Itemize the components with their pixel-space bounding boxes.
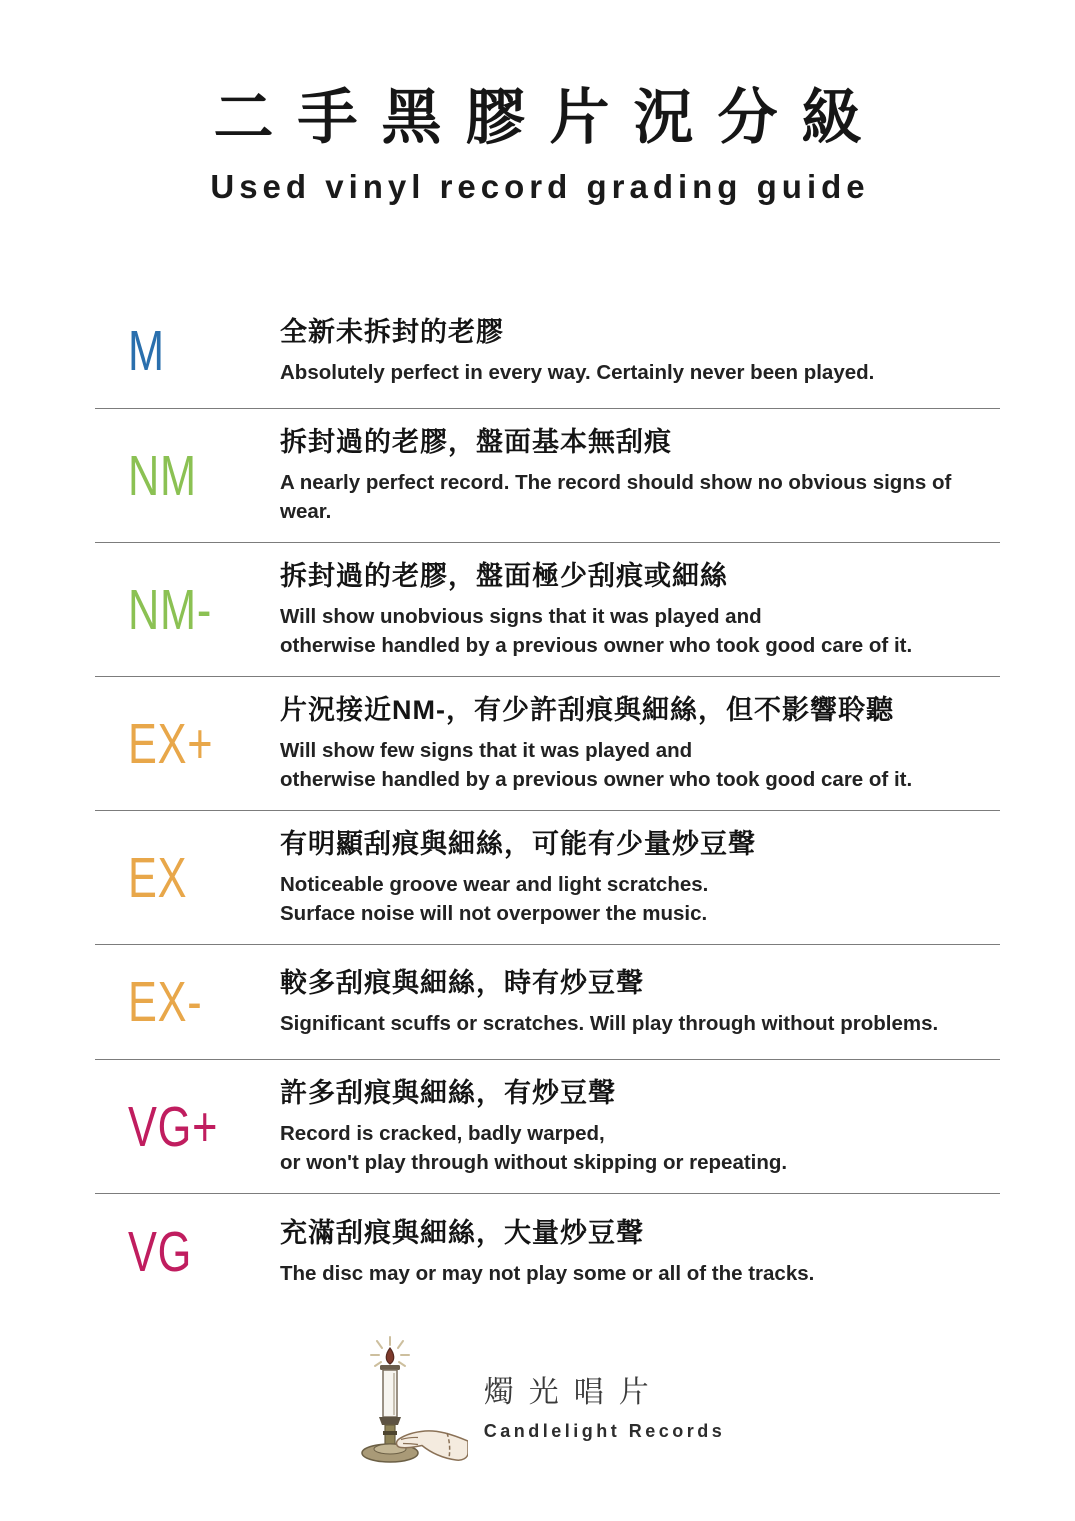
grade-row (95, 677, 1000, 811)
grade-description-line: or won't play through without skipping or repeating. (280, 1151, 788, 1174)
grade-headline-zh: 較多刮痕與細絲，時有炒豆聲 (280, 968, 644, 998)
grade-description-en (280, 1119, 1000, 1177)
grade-headline-zh: 充滿刮痕與細絲，大量炒豆聲 (280, 1217, 644, 1248)
grade-row (95, 1194, 1000, 1309)
grade-headline-zh: 拆封過的老膠，盤面極少刮痕或細絲 (280, 561, 728, 591)
grade-row (95, 543, 1000, 677)
grade-label-column (95, 321, 280, 381)
grade-row (95, 294, 1000, 409)
grade-description-en (280, 1259, 1000, 1288)
grade-label: EX+ (128, 711, 214, 776)
grade-label: VG (128, 1219, 193, 1284)
grade-label-column (95, 845, 280, 910)
grade-description-line: Absolutely perfect in every way. Certainly never been played. (280, 361, 875, 384)
brand-name-en: Candlelight Records (483, 1420, 726, 1441)
grade-description-line: A nearly perfect record. The record should show no obvious signs of wear. (280, 471, 952, 523)
grade-headline-zh: 全新未拆封的老膠 (280, 317, 504, 347)
grade-label: EX (128, 845, 188, 910)
grade-label-column (95, 443, 280, 508)
grade-text-column (280, 303, 1000, 399)
grade-text-column (280, 954, 1000, 1050)
grade-description-line: otherwise handled by a previous owner who took good care of it. (280, 768, 913, 791)
grade-label-column (95, 972, 280, 1032)
grade-row (95, 1060, 1000, 1194)
grade-description-en (280, 358, 1000, 387)
grade-text-column (280, 1064, 1000, 1189)
grade-description-line: The disc may or may not play some or all of the tracks. (280, 1261, 815, 1285)
grade-description-line: Record is cracked, badly warped, (280, 1122, 605, 1145)
grade-description-line: Surface noise will not overpower the music. (280, 902, 708, 925)
brand-name-zh: 燭光唱片 (483, 1375, 664, 1409)
grade-description-en (280, 1009, 1000, 1038)
grade-description-en (280, 870, 1000, 928)
grade-label: EX- (128, 970, 203, 1034)
grade-label-column (95, 711, 280, 776)
grade-label: VG+ (128, 1094, 219, 1159)
grade-description-line: Noticeable groove wear and light scratches. (280, 873, 709, 896)
grade-label: NM- (128, 577, 213, 642)
grade-label-column (95, 1094, 280, 1159)
grade-label: NM (128, 443, 197, 508)
grade-headline-zh: 有明顯刮痕與細絲，可能有少量炒豆聲 (280, 829, 756, 859)
grade-row (95, 811, 1000, 945)
grade-headline-zh: 許多刮痕與細絲，有炒豆聲 (280, 1078, 616, 1108)
grade-label-column (95, 577, 280, 642)
grade-label-column (95, 1219, 280, 1284)
grade-text-column (280, 681, 1000, 806)
grade-label: M (128, 319, 165, 383)
page-subtitle: Used vinyl record grading guide (210, 168, 870, 205)
candle-in-hand-icon (350, 1335, 468, 1473)
grade-description-en (280, 602, 1000, 660)
grade-description-en (280, 736, 1000, 794)
grade-headline-zh: 拆封過的老膠，盤面基本無刮痕 (280, 427, 672, 457)
grade-row (95, 409, 1000, 543)
grade-text-column (280, 547, 1000, 672)
grade-description-line: Will show few signs that it was played and (280, 739, 693, 762)
grade-description-line: otherwise handled by a previous owner who took good care of it. (280, 634, 913, 657)
grade-text-column (280, 413, 1000, 538)
footer (0, 1335, 1075, 1473)
page-title: 二手黑膠片況分級 (213, 84, 886, 151)
grade-text-column (280, 1204, 1000, 1300)
grade-description-en (280, 468, 1000, 526)
grade-headline-zh: 片況接近NM-，有少許刮痕與細絲，但不影響聆聽 (280, 695, 894, 725)
grade-text-column (280, 815, 1000, 940)
brand (484, 1367, 726, 1442)
grade-description-line: Will show unobvious signs that it was played and (280, 605, 762, 628)
grade-description-line: Significant scuffs or scratches. Will play through without problems. (280, 1012, 939, 1035)
grade-row (95, 945, 1000, 1060)
grades-list (95, 294, 1000, 1309)
header (0, 0, 1075, 206)
